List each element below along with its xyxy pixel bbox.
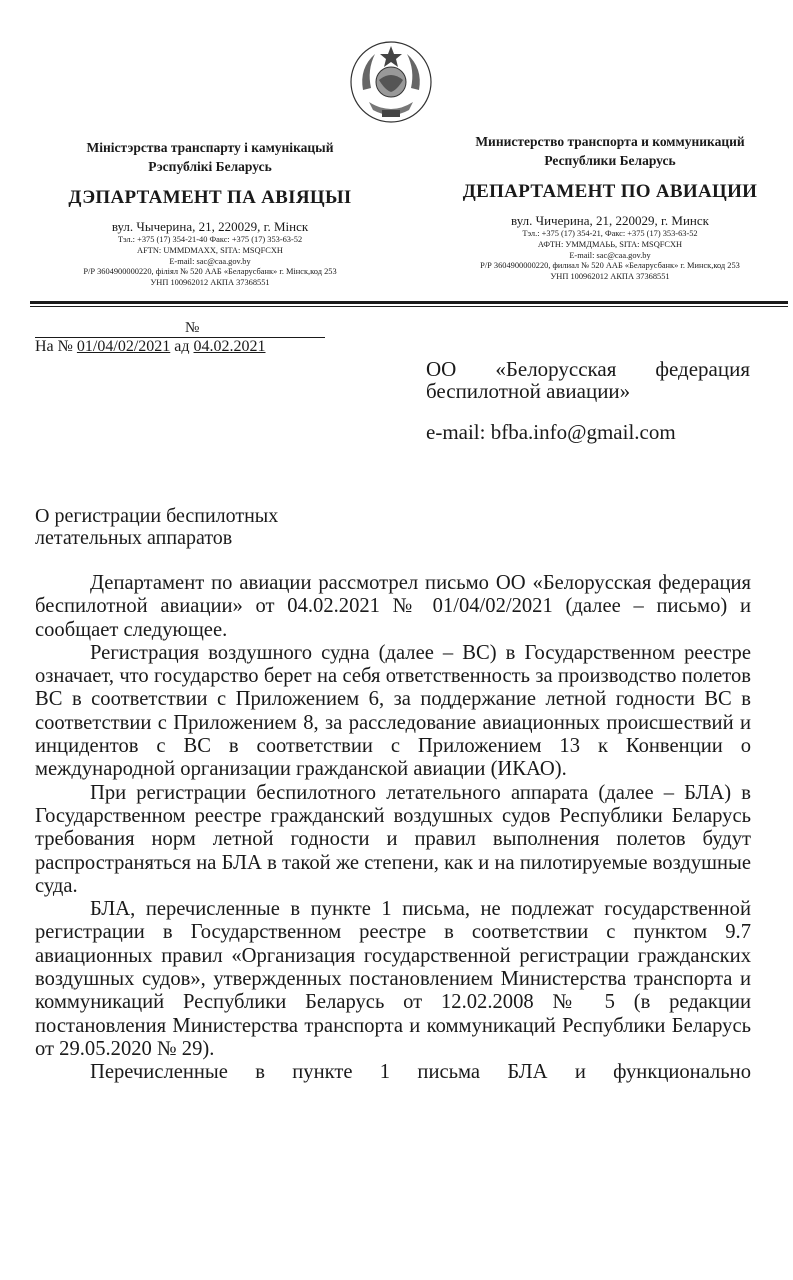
header-divider-thin — [30, 306, 788, 307]
subject-line2: летательных аппаратов — [35, 527, 233, 549]
department-phone: Тэл.: +375 (17) 354-21, Факс: +375 (17) 353-63-52 — [522, 229, 698, 238]
reference-date-prefix: ад — [170, 338, 194, 355]
addressee-org-name-part2: федерация — [655, 357, 750, 381]
body-paragraph-4: БЛА, перечисленные в пункте 1 письма, не подлежат государственной регистрации в Государственном реестре в соответствии с пунктом 9.7 авиационных правил «Организация государственной регистрации гражданских воздушных судов», утвержденных постановлением Министерства транспорта и коммуникаций Республики Беларусь от 12.02.2008 № 5 (в редакции постановления Министерства транспорта и коммуникаций Республики Беларусь от 29.05.2020 № 29). — [35, 898, 751, 1060]
department-address: вул. Чычерина, 21, 220029, г. Мінск — [111, 219, 309, 234]
addressee-email: e-mail: bfba.info@gmail.com — [426, 420, 676, 444]
department-name: ДЕПАРТАМЕНТ ПО АВИАЦИИ — [462, 181, 758, 202]
addressee-org-name-line2: беспилотной авиации» — [426, 379, 631, 403]
letter-subject — [35, 505, 278, 549]
body-paragraph-2: Регистрация воздушного судна (далее – ВС) в Государственном реестре означает, что государство берет на себя ответственность за производство полетов ВС в соответствии с Приложением 6, за поддержание летной годности ВС в соответствии с Приложением 8, за расследование авиационных происшествий и инцидентов с ВС в соответствии с Приложением 13 к Конвенции о международной организации гражданской авиации (ИКАО). — [35, 641, 751, 781]
letter-body — [35, 572, 751, 1085]
header-left-belarusian — [30, 138, 390, 289]
body-paragraph-1: Департамент по авиации рассмотрел письмо ОО «Белорусская федерация беспилотной авиации» от 04.02.2021 № 01/04/02/2021 (далее – письмо) и сообщает следующее. — [35, 572, 751, 641]
department-address: вул. Чичерина, 21, 220029, г. Минск — [511, 213, 709, 228]
addressee-org-name-part1: «Белорусская — [495, 357, 617, 381]
department-phone: Тэл.: +375 (17) 354-21-40 Факс: +375 (17) 353-63-52 — [117, 235, 303, 244]
addressee-org-short: ОО — [426, 357, 457, 381]
department-aftn: АФТН: УММДМАЬЬ, SITA: MSQFCXH — [537, 239, 683, 249]
state-emblem-icon — [349, 40, 433, 124]
ministry-name-line2: Республики Беларусь — [544, 153, 676, 168]
body-paragraph-3: При регистрации беспилотного летательного аппарата (далее – БЛА) в Государственном реестре гражданский воздушных судов Республики Беларусь требования норм летной годности и правил выполнения полетов будут распространяться на БЛА в такой же степени, как и на пилотируемые воздушные суда. — [35, 781, 751, 897]
outgoing-number-field — [35, 320, 325, 340]
addressee-block — [426, 358, 750, 402]
body-paragraph-5: Перечисленные в пункте 1 письма БЛА и функционально — [90, 1061, 751, 1084]
department-name: ДЭПАРТАМЕНТ ПА АВІЯЦЫІ — [68, 187, 352, 208]
department-bank-account: Р/Р 3604900000220, філіял № 520 ААБ «Беларусбанк» г. Мінск,код 253 — [83, 267, 337, 277]
header-divider-thick — [30, 301, 788, 304]
department-unp: УНП 100962012 АКПА 37368551 — [550, 272, 670, 282]
ministry-name-line1: Министерство транспорта и коммуникаций — [475, 134, 745, 149]
number-sign: № — [185, 320, 200, 336]
department-aftn: AFTN: UMMDMAXX, SITA: MSQFCXH — [137, 245, 283, 255]
department-bank-account: Р/Р 3604900000220, филиал № 520 ААБ «Беларусбанк» г. Минск,код 253 — [480, 261, 740, 271]
reference-prefix: На № — [35, 338, 77, 355]
department-email: E-mail: sac@caa.gov.by — [569, 250, 651, 260]
incoming-number: 01/04/02/2021 — [76, 338, 171, 355]
department-unp: УНП 100962012 АКПА 37368551 — [150, 278, 270, 288]
subject-line1: О регистрации беспилотных — [35, 505, 279, 527]
header-right-russian — [440, 132, 780, 283]
incoming-reference — [35, 338, 266, 356]
incoming-date: 04.02.2021 — [193, 338, 266, 355]
department-email: E-mail: sac@caa.gov.by — [169, 256, 251, 266]
ministry-name-line2: Рэспублікі Беларусь — [148, 159, 272, 174]
ministry-name-line1: Міністэрства транспарту і камунікацый — [86, 140, 334, 155]
